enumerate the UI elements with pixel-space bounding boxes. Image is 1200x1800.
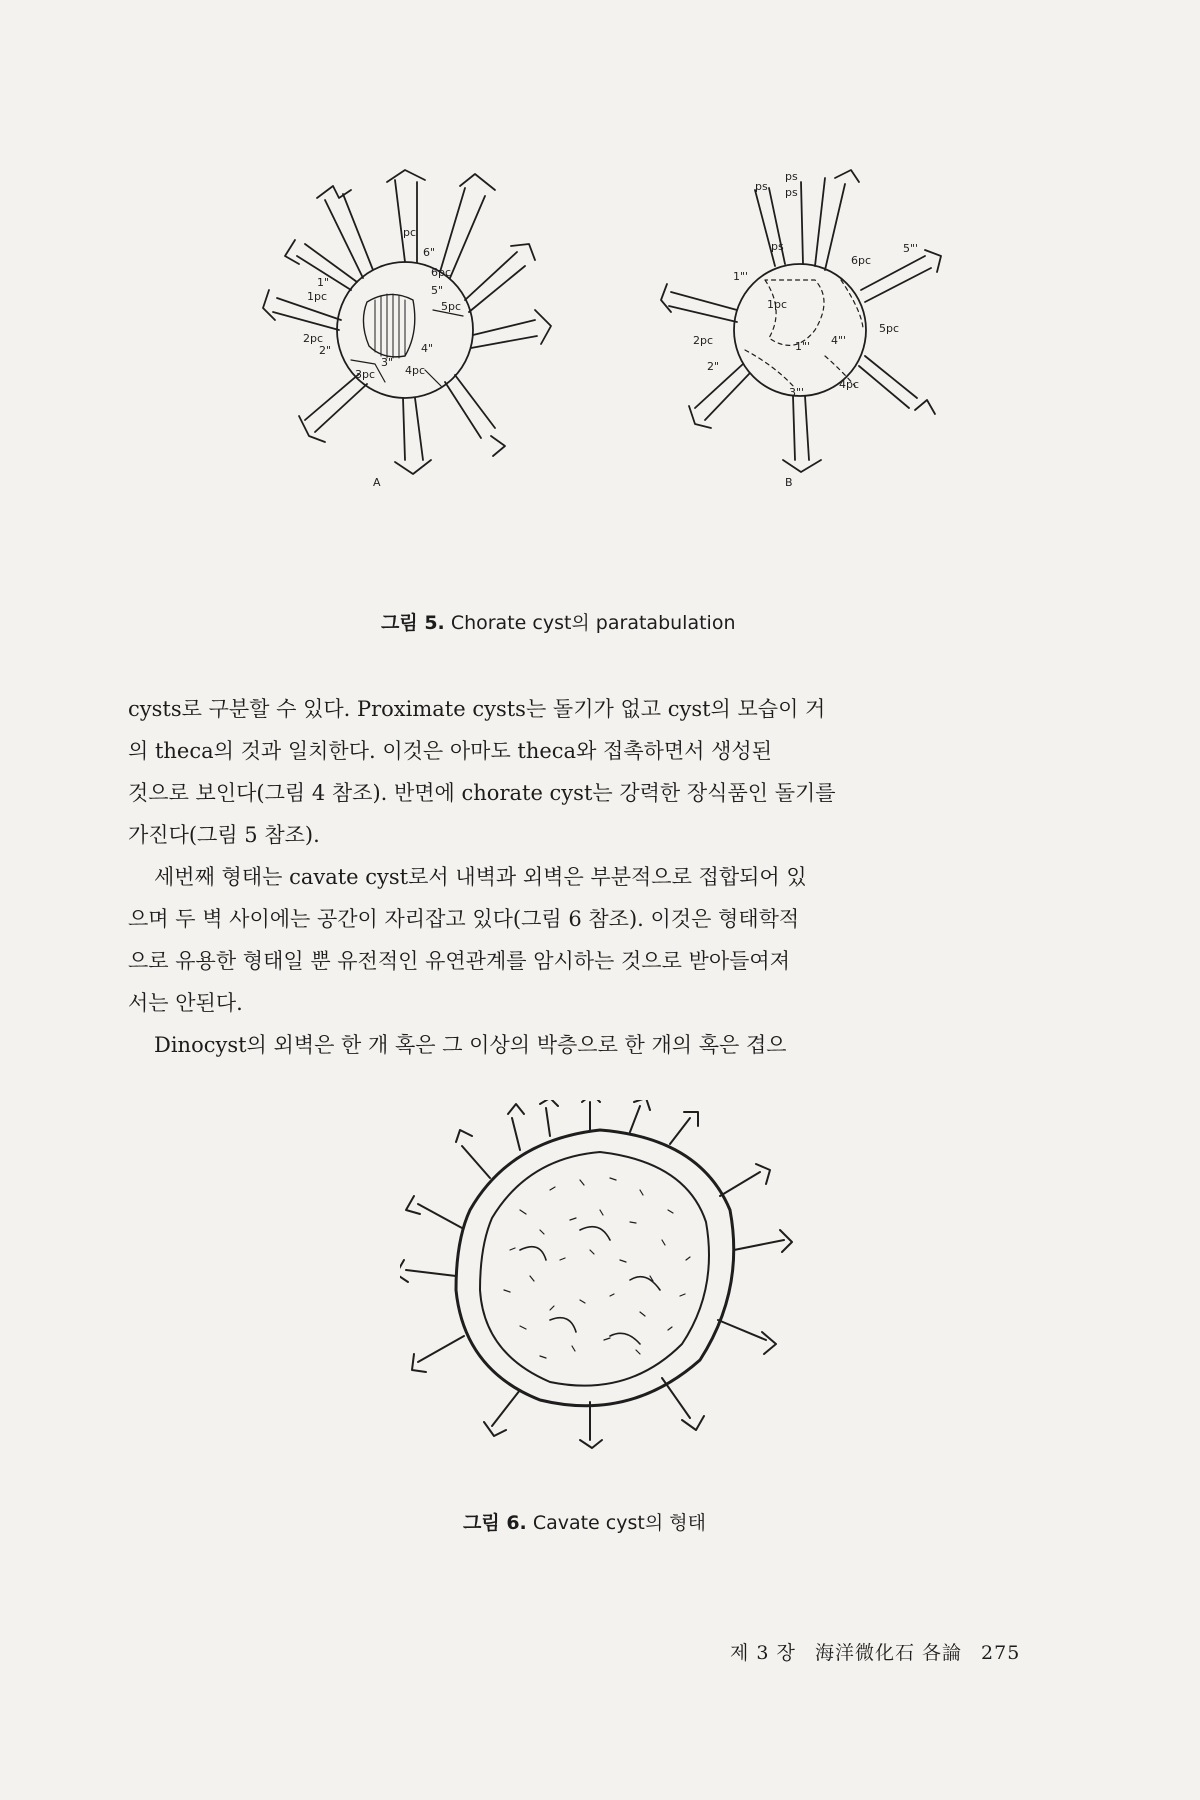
label-pc: pc (403, 226, 417, 239)
label-b-3ppp: 3"' (789, 386, 805, 399)
label-2pc: 2pc (303, 332, 324, 345)
label-b-ps1: ps (785, 170, 798, 183)
label-b-1pc: 1pc (767, 298, 788, 311)
cyst-b-drawing (661, 170, 941, 472)
panel-a-label: A (373, 476, 381, 489)
label-5pp: 5" (431, 284, 444, 297)
para2-line2: 으며 두 벽 사이에는 공간이 자리잡고 있다(그림 6 참조). 이것은 형태학적 (128, 907, 800, 931)
label-b-1ppp: 1"' (733, 270, 749, 283)
para3-line1: Dinocyst의 외벽은 한 개 혹은 그 이상의 박층으로 한 개의 혹은 겹으 (154, 1033, 787, 1057)
label-b-5pc: 5pc (879, 322, 900, 335)
cavate-cyst-drawing (400, 1100, 800, 1450)
label-b-5ppp: 5"' (903, 242, 919, 255)
figure-6-caption-prefix: 그림 6. (463, 1512, 527, 1534)
para2-line4: 서는 안된다. (128, 991, 243, 1015)
label-b-6pc: 6pc (851, 254, 872, 267)
label-6pp: 6" (423, 246, 436, 259)
figure-6-caption-text: Cavate cyst의 형태 (532, 1512, 706, 1534)
label-b-ps3: ps (785, 186, 798, 199)
footer-chapter: 제 3 장 (730, 1642, 796, 1664)
page-number: 275 (981, 1642, 1021, 1664)
label-b-2pp: 2" (707, 360, 720, 373)
figure-5-caption (381, 608, 735, 635)
figure-5-caption-prefix: 그림 5. (381, 612, 445, 634)
label-2pp: 2" (319, 344, 332, 357)
para2-line1: 세번째 형태는 cavate cyst로서 내벽과 외벽은 부분적으로 접합되어 있 (154, 865, 807, 889)
figure-5-caption-text: Chorate cyst의 paratabulation (450, 612, 736, 634)
label-b-1ppp2: 1"' (795, 340, 811, 353)
label-b-ps2: ps (755, 180, 768, 193)
para1-line2: 의 theca의 것과 일치한다. 이것은 아마도 theca와 접촉하면서 생성된 (128, 739, 772, 763)
label-3pc: 3pc (355, 368, 376, 381)
label-3pp: 3" (381, 356, 394, 369)
label-b-4ppp: 4"' (831, 334, 847, 347)
panel-b-label: B (785, 476, 793, 489)
figure-6-caption (463, 1508, 706, 1535)
para2-line3: 으로 유용한 형태일 뿐 유전적인 유연관계를 암시하는 것으로 받아들여져 (128, 949, 790, 973)
label-1pp: 1" (317, 276, 330, 289)
para1-line4: 가진다(그림 5 참조). (128, 823, 320, 847)
label-5pc: 5pc (441, 300, 462, 313)
label-b-ps4: ps (771, 240, 784, 253)
page-footer (730, 1638, 1060, 1665)
body-text (128, 688, 1063, 1066)
label-1pc: 1pc (307, 290, 328, 303)
label-4pc: 4pc (405, 364, 426, 377)
label-4pp: 4" (421, 342, 434, 355)
label-b-4pc: 4pc (839, 378, 860, 391)
figure-5 (255, 160, 945, 560)
label-b-2pc: 2pc (693, 334, 714, 347)
para1-line3: 것으로 보인다(그림 4 참조). 반면에 chorate cyst는 강력한 장식품인 돌기를 (128, 781, 836, 805)
footer-title: 海洋微化石 各論 (814, 1642, 962, 1664)
cyst-a-drawing (263, 170, 551, 474)
label-6pc: 6pc (431, 266, 452, 279)
para1-line1: cysts로 구분할 수 있다. Proximate cysts는 돌기가 없고 cyst의 모습이 거 (128, 697, 826, 721)
figure-6 (400, 1100, 800, 1450)
chorate-cyst-drawings (255, 160, 945, 560)
